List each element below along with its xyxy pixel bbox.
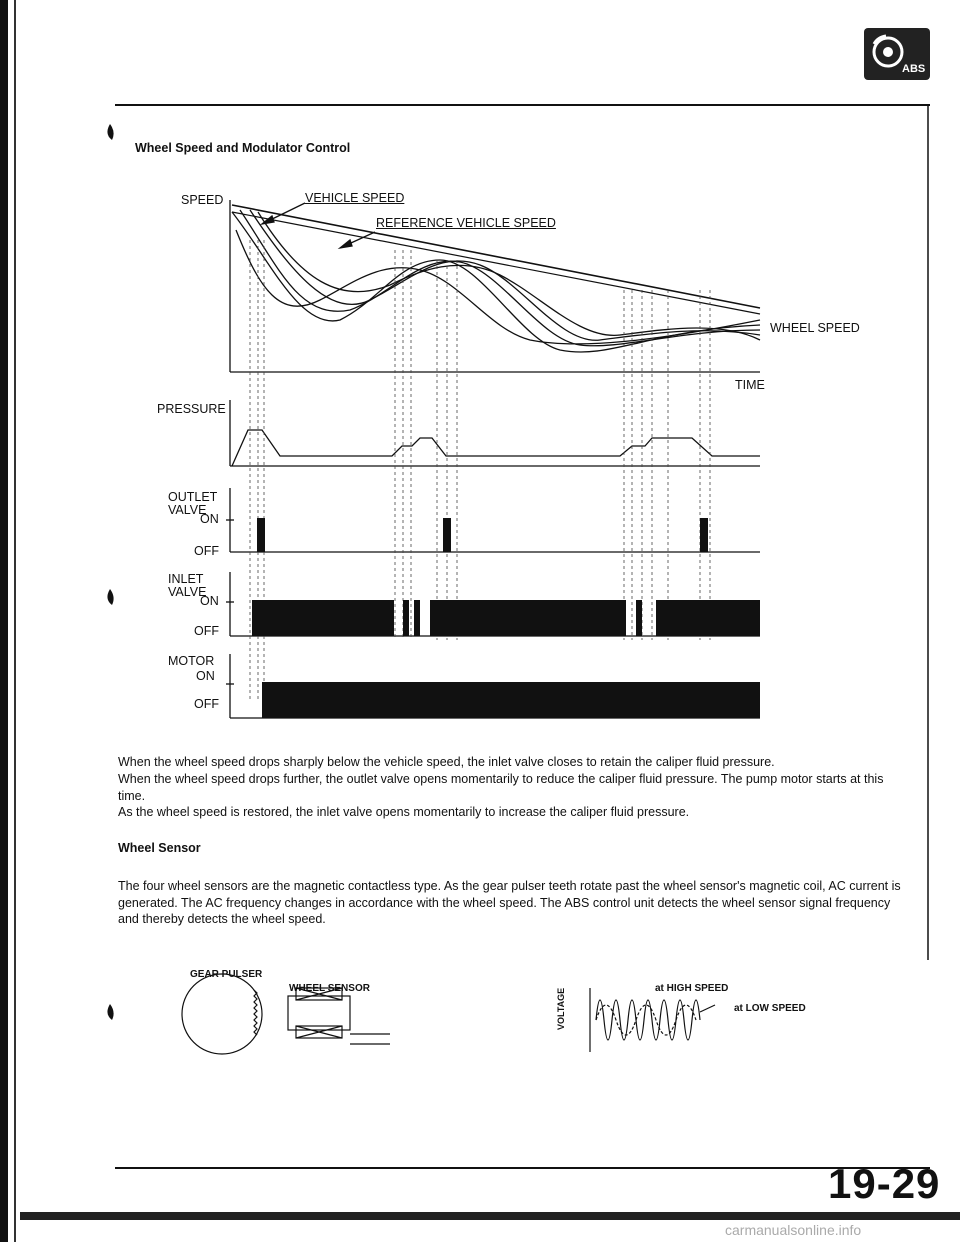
reference-vehicle-speed-label: REFERENCE VEHICLE SPEED [376,216,556,230]
wheel-sensor-diagram [0,960,960,1070]
motor-on-bar [262,682,760,718]
paragraph-wheel-restored: As the wheel speed is restored, the inlet valve opens momentarily to increase the caliper fluid pressure. [118,805,690,819]
abs-logo-text: ABS [902,63,926,75]
high-speed-label: at HIGH SPEED [655,983,729,994]
low-speed-label: at LOW SPEED [734,1003,806,1014]
time-axis-label: TIME [735,378,765,392]
inlet-valve-label-line2: VALVE [168,585,207,599]
inlet-valve-on-label: ON [200,594,219,608]
wheel-sensor-heading: Wheel Sensor [118,841,201,855]
page-number: 19-29 [828,1160,941,1207]
motor-label: MOTOR [168,654,215,668]
outlet-valve-off-label: OFF [194,544,219,558]
outlet-valve-label-line1: OUTLET [168,490,218,504]
outlet-valve-on-label: ON [200,512,219,526]
paragraph-outlet-valve: When the wheel speed drops further, the outlet valve opens momentarily to reduce the caliper fluid pressure. The pump motor starts at this time. [118,772,884,803]
watermark: carmanualsonline.info [725,1222,862,1238]
outlet-valve-pulse [257,518,265,552]
inlet-valve-label-line1: INLET [168,572,204,586]
voltage-axis-label: VOLTAGE [556,987,566,1030]
section-title: Wheel Speed and Modulator Control [135,141,351,155]
vehicle-speed-label: VEHICLE SPEED [305,191,405,205]
wheel-sensor-label: WHEEL SENSOR [289,983,370,994]
gear-pulser-ring [182,974,262,1054]
inlet-valve-off-label: OFF [194,624,219,638]
inlet-valve-on-bar [252,600,394,636]
gear-pulser-label: GEAR PULSER [190,969,263,980]
outlet-valve-label-line2: VALVE [168,503,207,517]
paragraph-wheel-sensor: The four wheel sensors are the magnetic contactless type. As the gear pulser teeth rotate past the wheel sensor's magnetic coil, AC current is generated. The AC frequency changes in accordance with the wheel speed. The ABS control unit detects the wheel sensor signal frequency and thereby detects the wheel speed. [118,879,901,926]
pressure-label: PRESSURE [157,402,226,416]
wheel-speed-label: WHEEL SPEED [770,321,860,335]
speed-axis-label: SPEED [181,193,224,207]
pressure-trace [232,430,760,466]
motor-off-label: OFF [194,697,219,711]
motor-on-label: ON [196,669,215,683]
paragraph-inlet-valve: When the wheel speed drops sharply below the vehicle speed, the inlet valve closes to retain the caliper fluid pressure. [118,755,775,769]
